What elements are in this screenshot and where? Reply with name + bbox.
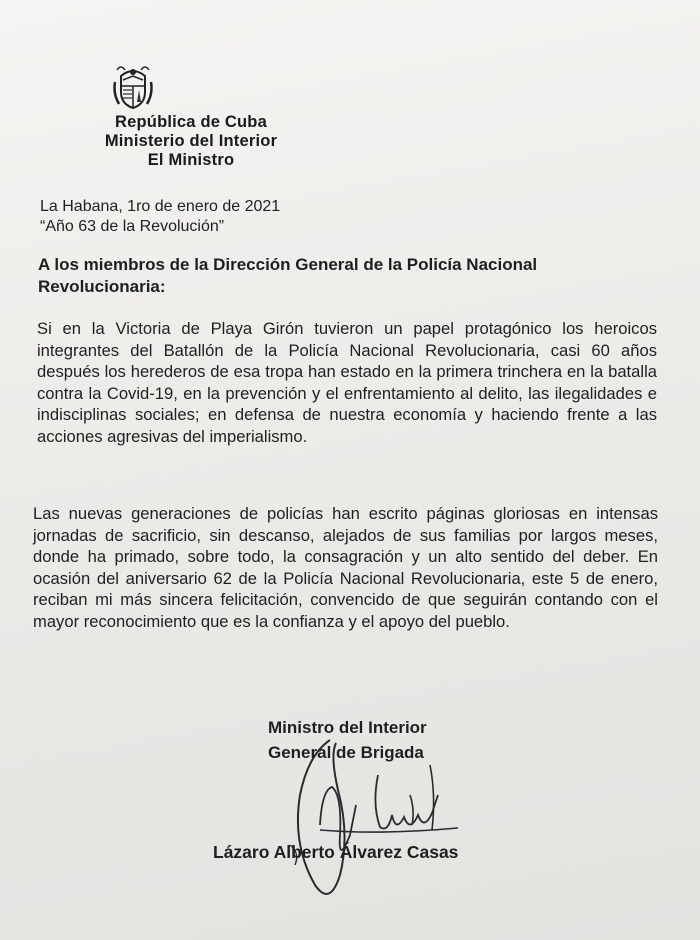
signatory-title-rank: General de Brigada <box>268 743 424 762</box>
salutation: A los miembros de la Dirección General de la Policía Nacional Revolucionaria: <box>38 255 538 296</box>
year-motto: “Año 63 de la Revolución” <box>40 218 225 235</box>
letterhead-ministry: Ministerio del Interior <box>104 132 278 150</box>
signatory-name: Lázaro Alberto Álvarez Casas <box>213 842 459 862</box>
letterhead <box>92 113 290 170</box>
letterhead-office: El Ministro <box>147 151 235 169</box>
body-paragraph-2: Las nuevas generaciones de policías han escrito páginas gloriosas en intensas jornadas de sacrificio, sin descanso, alejados de sus familias por largos meses, donde ha primado, sobre todo, la consagración y un alto sentido del deber. En ocasión del aniversario 62 de la Policía Nacional Revolucionaria, este 5 de enero, reciban mi más sincera felicitación, convencido de que seguirán contando con el mayor reconocimiento que es la confianza y el apoyo del pueblo. <box>33 504 658 631</box>
body-paragraph-1: Si en la Victoria de Playa Girón tuvieron un papel protagónico los heroicos integrantes del Batallón de la Policía Nacional Revolucionaria, casi 60 años después los herederos de esa tropa han estado en la primera trinchera en la batalla contra la Covid-19, en la prevención y el enfrentamiento al delito, las ilegalidades e indisciplinas sociales; en defensa de nuestra economía y haciendo frente a las acciones agresivas del imperialismo. <box>37 319 657 446</box>
handwritten-signature <box>260 735 490 910</box>
dateline <box>40 197 280 237</box>
signatory-title-minister: Ministro del Interior <box>268 718 427 737</box>
letterhead-country: República de Cuba <box>115 113 267 131</box>
cuban-coat-of-arms-icon <box>111 62 155 110</box>
place-date: La Habana, 1ro de enero de 2021 <box>40 198 281 215</box>
